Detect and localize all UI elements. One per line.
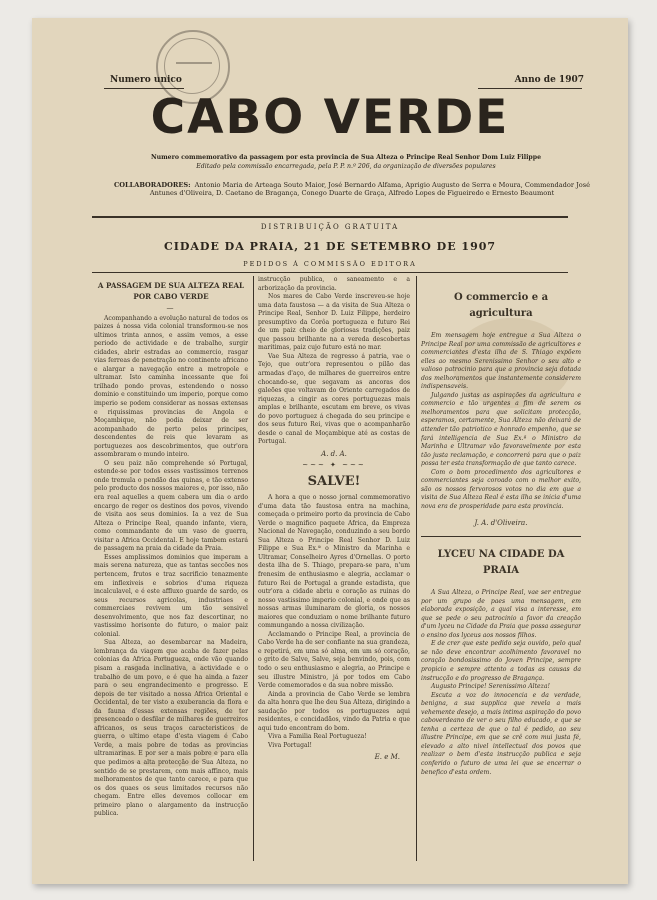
article-column-1 bbox=[94, 276, 248, 861]
paragraph: Viva Portugal! bbox=[268, 741, 312, 749]
article-heading-salve: SALVE! bbox=[307, 474, 361, 490]
ornament: ~~~ ✦ ~~~ bbox=[302, 461, 366, 470]
paragraph: instrucção publica, o saneamento e a arborização da provincia. bbox=[258, 276, 410, 292]
article-column-3 bbox=[421, 276, 581, 861]
signature: E. e M. bbox=[374, 753, 400, 762]
signature: J. A. d'Oliveira. bbox=[474, 519, 528, 528]
distribution-note: DISTRIBUIÇÃO GRATUITA bbox=[260, 223, 400, 231]
masthead-title: CABO VERDE bbox=[150, 90, 510, 145]
paragraph: Viva a Familia Real Portugueza! bbox=[268, 733, 367, 741]
paragraph: Vae Sua Alteza de regresso á patria, vae o Tejo, que outr'ora representou o pilão das armadas d'aço, de milhares de guerreiros entre chocando-se, que segavam as ancoras dos galeões que voltavam do Oriente carregados de riquezas, a cingir as cores portuguezas mais amplas e brilhante, escutam em breve, os vivas do povo portuguez á chegada do seu principe e dos seus futuro Rei, vivas que o acompanharão desde o canal de Moçambique até as costas de Portugal. bbox=[258, 352, 410, 446]
paragraph: A hora a que o nosso jornal commemorativo d'uma data tão faustosa entra na machina, começada o primeiro porto da provincia de Cabo Verde o magnifico paquete Africa, da Empreza Nacional de Navegação, conduzindo a seu bordo Sua Alteza o Principe Real Senhor D. Luiz Filippe e Sua Ex.ª o Ministro da Marinha e Ultramar, Conselheiro Ayres d'Ornellas. O porto desta ilha de S. Thiago, prepara-se para, n'um frenesim de enthusiasmo e alegria, acclamar o futuro Rei de Portugal a grande estadista, que outr'ora a cidade abriu e coração as ruinas do nosso vastissimo imperio colonial, e onde que as nossas armas iluminaram de gloria, os nossos maiores que conduziam o nome brilhante futuro commungando a nossa civilização. bbox=[258, 494, 410, 630]
year-label: Anno de 1907 bbox=[514, 75, 584, 85]
paragraph: Com o bom procedimento dos agricultores e commerciantes seja coroado com o melhor exito, são os nossos fervorosos votos no dia em que a visita de Sua Alteza Real é esta ilha se inicia d'uma nova era de prosperidade para esta provincia. bbox=[421, 468, 581, 510]
collaborators-label: COLLABORADORES: bbox=[113, 181, 191, 189]
masthead-subtitle: Numero commemorativo da passagem por esta provincia de Sua Alteza o Principe Real Senhor Dom Luiz Filippe bbox=[150, 154, 542, 161]
column-divider bbox=[253, 276, 254, 861]
paragraph: Acclamando o Principe Real, a provincia de Cabo Verde ha de ser confiante na sua grandeza, e repetirá, em uma só alma, em um só coração, o grito de Salve, Salve, seja benvindo, pois, com todo o seu enthusiasmo e alegria, ao Principe e seu illustre Ministro, já por todos em Cabo Verde comemorados e da sua nobre missão. bbox=[258, 630, 410, 690]
signature: A. d. A. bbox=[321, 449, 347, 458]
paragraph: Augusto Principe! Serenissimo Alteza! bbox=[431, 683, 550, 691]
edition-label: Numero unico bbox=[110, 75, 182, 85]
newspaper-page bbox=[32, 18, 628, 884]
article-heading: LYCEU NA CIDADE DA PRAIA bbox=[437, 549, 565, 577]
paragraph: O seu paiz não comprehende só Portugal, estende-se por todos esses vastissimos terrenos onde tremula o pendão das quinas, e tão extenso pelo producto dos nossos maiores e, por isso, não era real aquelles a quem cabera um dia o ardo encargo de reger os destinos dos povos, vivendo de visita aos seus dominios. Ia a vez de Sua Alteza o Principe Real, quando infante, viera, como commandante de um vaso de guerra, visitar a Africa Occidental. E hoje tambem estará de passagem na praia da cidade da Praia. bbox=[94, 459, 248, 553]
paragraph: Ainda a provincia de Cabo Verde se lembra da alta honra que lhe deu Sua Alteza, dirigindo a saudação por todos os portuguezes aqui residentes, e concidadãos, vindo da Patria e que aqui tudo encontram do bom. bbox=[258, 690, 410, 732]
collaborators-names: Antonio Maria de Arteaga Souto Maior, José Bernardo Alfama, Aprigio Augusto de Serra e Moura, Commendador José Antunes d'Oliveira, D. Caetano de Bragança, Conego Duarte de Graça, Alfredo Lopes de Figueiredo e Ernesto Beaumont bbox=[149, 181, 591, 198]
dateline: CIDADE DA PRAIA, 21 DE SETEMBRO DE 1907 bbox=[163, 240, 497, 253]
ornament: — bbox=[166, 304, 176, 312]
paragraph: A Sua Alteza, o Principe Real, vae ser entregue por um grupo de paes uma mensagem, em elaborada exposição, a qual visa a interesse, em que se pede o seu patrocinio a favor da creação d'um lyceu na Cidade da Praia que possa assegurar o ensino dos lyceus aos nossos filhos. bbox=[421, 589, 581, 639]
paragraph: Acompanhando a evolução natural de todos os paizes á nossa vida colonial transformou-se nos ultimos trinta annos, e assim vemos, a esse periodo de actividade e de trabalho, surgir cidades, abrir estradas ao commercio, rasgar vias ferreas de penetração no continente africano e alargar a navegação entre a metropole e ultramar. Isto caminha incessante que foi trilhado pondo provas, estendendo o nosso dominio e constituindo um imperio, porque como imperio se podem considerar as nossas extensas e riquissimas provincias de Angola e Moçambique, não podia deixar de ser acompanhado de perto pelos principes, descendentes de reis que levaram as portuguezes aos descobrimentos, que outr'ora assombraram o mundo inteiro. bbox=[94, 314, 248, 459]
collaborators bbox=[102, 181, 602, 198]
paragraph: Em mensagem hoje entregue a Sua Alteza o Principe Real por uma commissão de agricultores e commerciantes d'esta ilha de S. Thiago expõem elles ao mesmo Serenissimo Senhor o seu alto e valioso patrocinio para que a provincia seja dotada dos melhoramentos que instantemente considerem indispensaveis. bbox=[421, 332, 581, 391]
paragraph: Sua Alteza, ao desembarcar na Madeira, lembrança da viagem que acaba de fazer pelas colonias da Africa Portugueza, onde vão quando pisam a rasgada inclinativa, a actividade e o trabalho de um povo, e é que ha ainda a fazer para o seu engrandecimento e progresso. E depois de ter visitado a nossa Africa Oriental e Occidental, de ter visto a exuberancia da flora e da fauna d'essas extensas regiões, de ter presenceado o desfilar de milhares de guerreiros africanos, os seus traços caracteristicos de guerra, o ultimo etape d'esta viagem é Cabo Verde, a mais pobre de todas as provincias ultramarinas. E por ser a mais pobre e para ella que pedimos a alta protecção de Sua Alteza, no sentido de se prestarem, com mais affinco, mais melhoramentos de que tanto carece, e para que os dos quaes os seus limitados recursos não chegam. Entre elles devemos collocar em primeiro plano o alargamento da instrucção publica. bbox=[94, 639, 248, 818]
orders-note: PEDIDOS Á COMMISSÃO EDITORA bbox=[243, 260, 417, 268]
article-column-2 bbox=[258, 276, 410, 861]
article-heading: A PASSAGEM DE SUA ALTEZA REAL bbox=[97, 281, 245, 290]
column-divider bbox=[416, 276, 417, 861]
paragraph: Julgando justas as aspirações da agricultura e commercio e tão urgentes a fim de serem os melhoramentos para que solicitam protecção, esperamos, certamente, Sua Alteza não deixará de attender tão patriotico e honrado empenho, que se fará intelligencia de Sua Ex.ª o Ministro da Marinha e Ultramar vão favoravelmente por esta tão justa reclamação, e concorrerá para que o paiz possa ter esta transformação de que tanto carece. bbox=[421, 391, 581, 468]
masthead-subtitle-2: Editado pela commissão encarregada, pela P. P. n.º 206, da organização de diversões populares bbox=[196, 163, 496, 170]
rule bbox=[421, 536, 581, 537]
article-heading: O commercio e a agricultura bbox=[453, 292, 549, 319]
paragraph: E de crer que este pedido seja ouvido, pelo qual se não deve encontrar acolhimento favoravel no coração bondosissimo do Joven Principe, sempre propicio e sempre attento a todas as causas da instrucção e do progresso de Bragança. bbox=[421, 640, 581, 682]
article-heading: POR CABO VERDE bbox=[133, 292, 209, 301]
paragraph: Escuta a voz do innocencia e da verdade, benigna, a sua supplica que revela a mais vehemente desejo, a mais intima aspiração do povo caboverdeano de ver o seu filho educado, e que se tenha a certeza de que o tal é pedido, ao seu illustre Principe, em que se crê com mui justa fé, elevado a alto nivel intellectual dos povos que realizar o bem d'esta instrucção publica e seja conferido o futuro de uma lei que se encerrar o benefico d'esta ordem. bbox=[421, 691, 581, 776]
rule bbox=[92, 272, 568, 273]
paragraph: Esses amplissimos dominios que imperam a mais serena natureza, que as tantas seccões nos pertencem, frutos e traz sacrificio tenazmente em inflexiveis e sobrios d'uma riqueza incalculavel, e é este affluxo guarde de sardo, os seus recursos agricolas, industriaes e commerciaes revivem um tão sensivel desenvolvimento, que nos faz descortinar, no vastissimo horisonte do futuro, o maior paiz colonial. bbox=[94, 553, 248, 638]
rule bbox=[92, 216, 568, 218]
paragraph: Nos mares de Cabo Verde inscreveu-se hoje uma data faustosa — a da visita de Sua Alteza o Principe Real, Senhor D. Luiz Filippe, herdeiro presumptivo da Corôa portugueza e futuro Rei de um paiz cheio de gloriosas tradições, paiz que passou brilhante na a vereda descobertas maritimas, paiz cujo futuro está no mar. bbox=[258, 293, 410, 352]
